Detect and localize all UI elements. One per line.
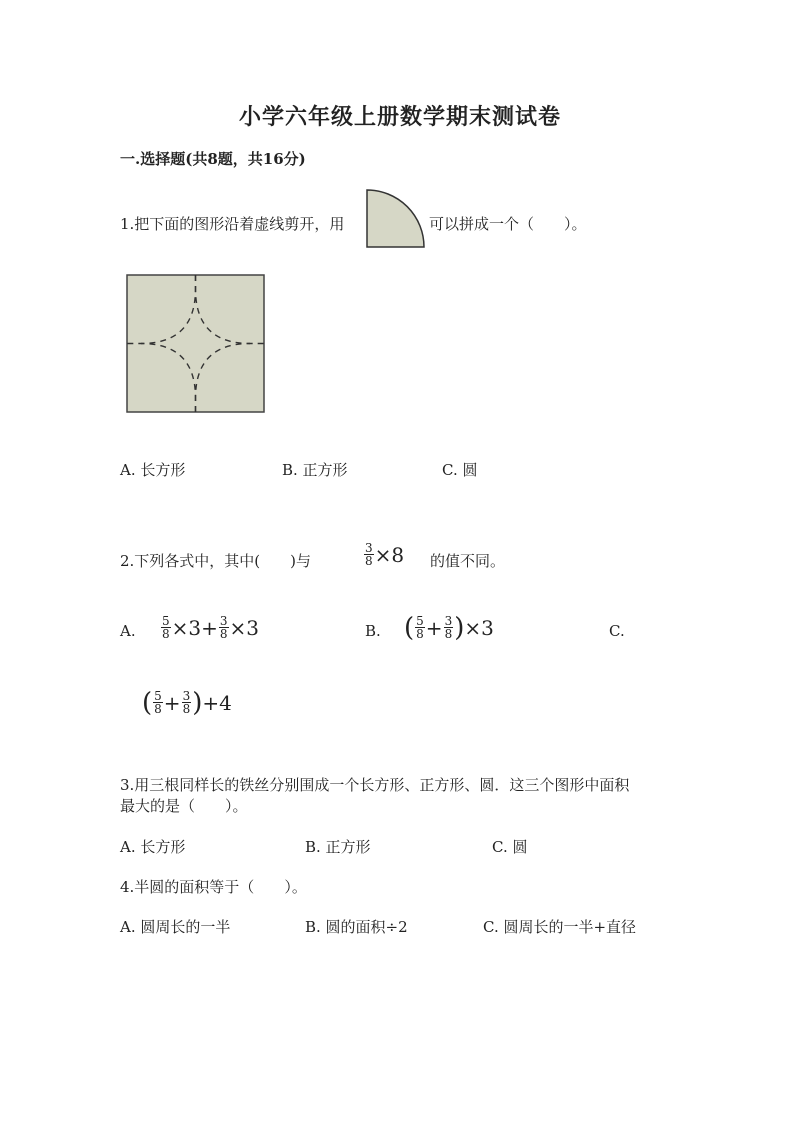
expression-part: ×3	[229, 615, 260, 640]
q1-text-before: 1.把下面的图形沿着虚线剪开，用	[120, 215, 345, 233]
fraction-denominator: 8	[162, 627, 170, 641]
q2-text-after: 的值不同。	[430, 552, 506, 570]
q2-text-before: 2.下列各式中，其中( )与	[120, 552, 312, 570]
page-title: 小学六年级上册数学期末测试卷	[238, 104, 561, 130]
fraction-numerator: 3	[219, 614, 228, 628]
fraction-denominator: 8	[182, 702, 191, 716]
q4-option-c[interactable]: C. 圆周长的一半+直径	[483, 918, 637, 936]
fraction-numerator: 3	[444, 614, 453, 628]
close-paren: )	[454, 612, 465, 643]
q3-text-line2: 最大的是（ ）。	[120, 797, 248, 815]
q1-text-after: 可以拼成一个（ ）。	[429, 215, 587, 233]
q4-option-a[interactable]: A. 圆周长的一半	[120, 918, 231, 936]
factor: 8	[391, 542, 405, 567]
open-paren: (	[142, 687, 153, 718]
q3-option-c[interactable]: C. 圆	[492, 838, 528, 856]
expression-part: ×3	[464, 615, 494, 640]
times-sign: ×	[374, 542, 392, 567]
fraction-numerator: 5	[154, 689, 162, 703]
open-paren: (	[404, 612, 415, 643]
q2-option-a-label[interactable]: A.	[120, 622, 136, 640]
expression-part: +4	[202, 690, 232, 715]
q4-text: 4.半圆的面积等于（ ）。	[120, 878, 307, 896]
q1-option-b[interactable]: B. 正方形	[282, 461, 348, 479]
q2-option-b-expression[interactable]	[404, 612, 494, 643]
fraction-numerator: 5	[162, 614, 170, 628]
fraction-numerator: 3	[182, 689, 191, 703]
expression-part: ×3+	[171, 615, 218, 640]
plus-sign: +	[163, 690, 181, 715]
q1-option-c[interactable]: C. 圆	[442, 461, 478, 479]
q4-option-b[interactable]: B. 圆的面积÷2	[305, 918, 408, 936]
q2-option-b-label[interactable]: B.	[365, 622, 381, 640]
q2-option-c-label[interactable]: C.	[609, 622, 625, 640]
fraction-numerator: 3	[365, 541, 373, 555]
fraction-numerator: 5	[416, 614, 424, 628]
section-heading: 一.选择题(共8题，共16分)	[120, 150, 306, 168]
fraction-denominator: 8	[444, 627, 453, 641]
fraction-denominator: 8	[154, 702, 162, 716]
q2-option-c-expression[interactable]	[142, 687, 232, 718]
close-paren: )	[192, 687, 203, 718]
q3-option-b[interactable]: B. 正方形	[305, 838, 371, 856]
fraction-denominator: 8	[219, 627, 228, 641]
fraction-denominator: 8	[416, 627, 424, 641]
q3-text-line1: 3.用三根同样长的铁丝分别围成一个长方形、正方形、圆．这三个图形中面积	[120, 776, 630, 794]
q2-expression	[363, 542, 404, 567]
plus-sign: +	[425, 615, 443, 640]
q1-option-a[interactable]: A. 长方形	[120, 461, 186, 479]
square-dashed-figure	[125, 273, 267, 415]
q2-option-a-expression[interactable]	[160, 615, 259, 640]
quarter-circle-figure	[364, 188, 428, 250]
fraction-denominator: 8	[365, 554, 373, 568]
q3-option-a[interactable]: A. 长方形	[120, 838, 186, 856]
